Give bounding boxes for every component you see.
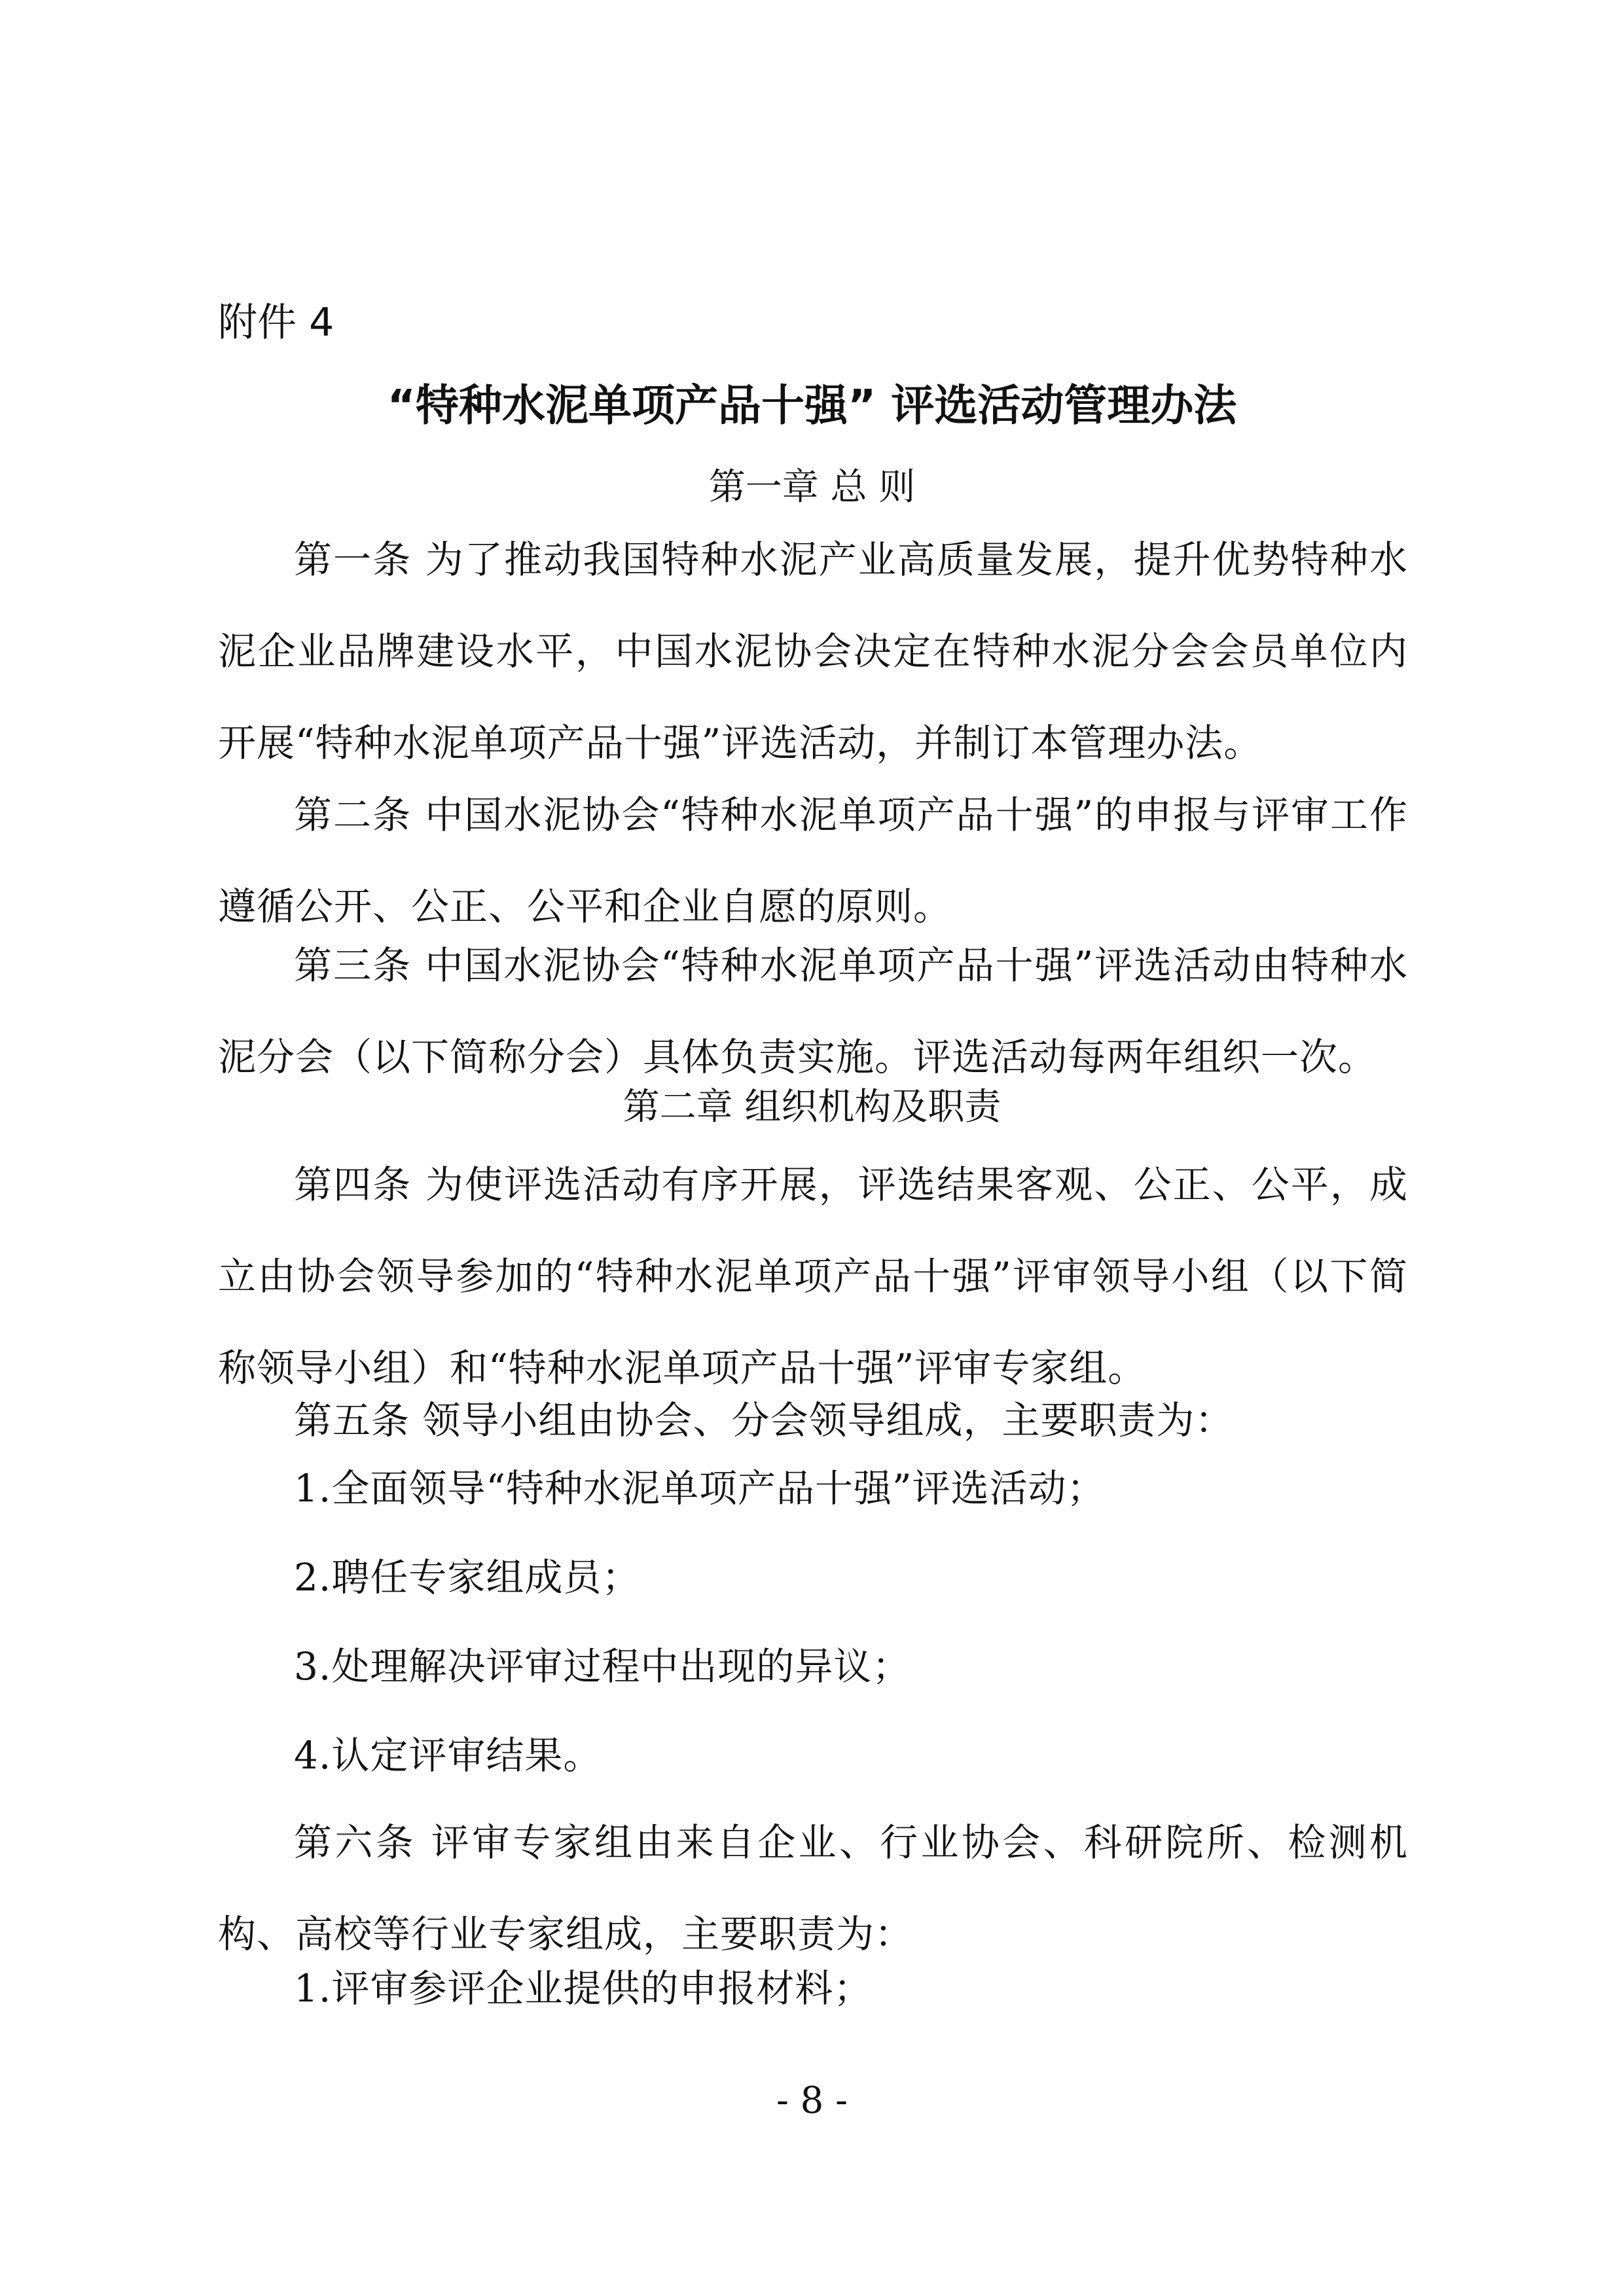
article-5: 第五条 领导小组由协会、分会领导组成，主要职责为： xyxy=(294,1398,1234,1443)
article-4: 第四条 为使评选活动有序开展，评选结果客观、公正、公平，成立由协会领导参加的“特种水泥单项产品十强”评审领导小组（以下简称领导小组）和“特种水泥单项产品十强”评审专家组。 xyxy=(218,1162,1408,1390)
chapter-heading: 第二章 组织机构及职责 xyxy=(623,1086,1001,1128)
attachment-label: 附件 4 xyxy=(218,300,334,346)
list-item: 4.认定评审结果。 xyxy=(294,1733,602,1778)
article-2: 第二条 中国水泥协会“特种水泥单项产品十强”的申报与评审工作遵循公开、公正、公平和企业自愿的原则。 xyxy=(218,793,1408,929)
page-number: - 8 - xyxy=(776,2079,848,2122)
list-item: 2.聘任专家组成员； xyxy=(294,1555,641,1600)
chapter-heading: 第一章 总 则 xyxy=(708,466,916,509)
article-6: 第六条 评审专家组由来自企业、行业协会、科研院所、检测机构、高校等行业专家组成，主要职责为： xyxy=(218,1820,1408,1956)
article-3: 第三条 中国水泥协会“特种水泥单项产品十强”评选活动由特种水泥分会（以下简称分会）具体负责实施。评选活动每两年组织一次。 xyxy=(218,943,1408,1079)
article-1: 第一条 为了推动我国特种水泥产业高质量发展，提升优势特种水泥企业品牌建设水平，中国水泥协会决定在特种水泥分会会员单位内开展“特种水泥单项产品十强”评选活动，并制订本管理办法。 xyxy=(218,537,1408,765)
list-item: 3.处理解决评审过程中出现的异议； xyxy=(294,1644,911,1689)
list-item: 1.全面领导“特种水泥单项产品十强”评选活动； xyxy=(294,1466,1106,1511)
document-title: “特种水泥单项产品十强” 评选活动管理办法 xyxy=(387,380,1237,431)
list-item: 1.评审参评企业提供的申报材料； xyxy=(294,1966,873,2011)
